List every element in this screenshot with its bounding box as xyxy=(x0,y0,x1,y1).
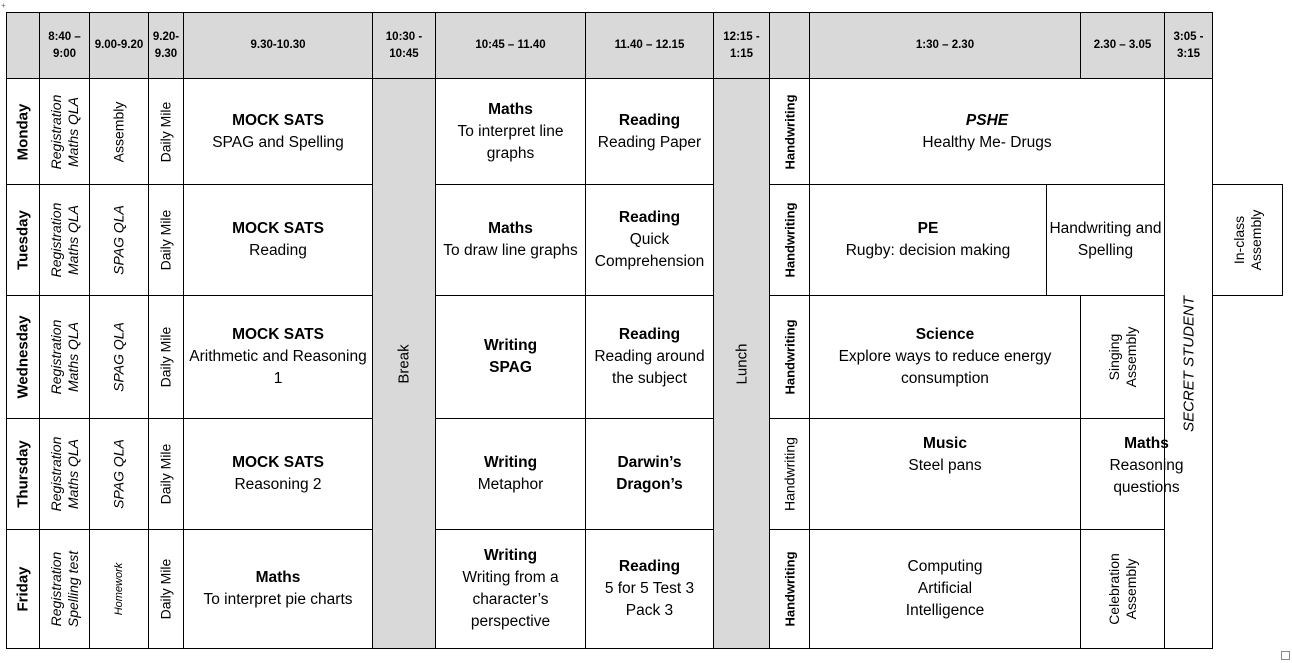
header-time: 9.00-9.20 xyxy=(90,13,149,79)
lesson-text: 5 for 5 Test 3 Pack 3 xyxy=(604,579,695,619)
registration-text: Registration xyxy=(47,436,64,512)
lesson-cell xyxy=(586,418,714,529)
end-of-day-cell xyxy=(1081,529,1165,648)
lesson-cell xyxy=(184,185,373,296)
day-label: Friday xyxy=(7,529,40,648)
lesson-title: Maths xyxy=(488,220,533,238)
day-row xyxy=(7,418,1283,529)
lesson-cell xyxy=(184,418,373,529)
end-of-day-text: Celebration xyxy=(1105,553,1122,625)
afternoon-lesson-cell xyxy=(810,79,1165,185)
day-label: Monday xyxy=(7,79,40,185)
end-of-day-subtext: Assembly xyxy=(1247,209,1264,271)
header-time: 9.20-9.30 xyxy=(149,13,184,79)
lesson-title: MOCK SATS xyxy=(232,111,324,129)
header-row xyxy=(7,13,1283,79)
lesson-title: Writing xyxy=(483,546,538,564)
lesson-text: Reading around the subject xyxy=(594,348,705,388)
lesson-title: MOCK SATS xyxy=(232,220,324,238)
daily-mile-cell: Daily Mile xyxy=(149,529,184,648)
lesson-title: PE xyxy=(917,220,939,238)
lesson-text: Reading xyxy=(249,242,307,260)
registration-subtext: Maths QLA xyxy=(64,205,81,276)
lesson-cell xyxy=(184,296,373,418)
handwriting-cell: Handwriting xyxy=(770,418,810,529)
lesson-cell xyxy=(436,418,586,529)
day-label: Wednesday xyxy=(7,296,40,418)
lesson-cell xyxy=(436,529,586,648)
lesson-text: SPAG xyxy=(489,359,532,377)
lesson-title: MOCK SATS xyxy=(232,326,324,344)
break-column xyxy=(373,79,436,649)
lesson-text: Computing Artificial Intelligence xyxy=(905,557,985,619)
lesson-text: To interpret pie charts xyxy=(203,590,353,608)
registration-subtext: Maths QLA xyxy=(64,322,81,393)
daily-mile-cell: Daily Mile xyxy=(149,418,184,529)
lesson-cell xyxy=(184,79,373,185)
lesson-text: SPAG and Spelling xyxy=(212,133,344,151)
lesson-cell xyxy=(436,79,586,185)
day-row xyxy=(7,296,1283,418)
registration-cell xyxy=(40,418,90,529)
lesson-text: Metaphor xyxy=(477,475,544,493)
lesson-text: Handwriting and Spelling xyxy=(1049,220,1162,260)
header-time: 1:30 – 2.30 xyxy=(810,13,1081,79)
end-of-day-subtext: Assembly xyxy=(1122,558,1139,620)
break-label: Break xyxy=(395,343,413,384)
lunch-column xyxy=(714,79,770,649)
registration-text: Registration xyxy=(47,551,64,627)
lesson-text: To draw line graphs xyxy=(443,242,578,260)
handwriting-cell: Handwriting xyxy=(770,296,810,418)
lesson-text: Arithmetic and Reasoning 1 xyxy=(189,348,367,388)
day-row xyxy=(7,529,1283,648)
header-time: 8:40 – 9:00 xyxy=(40,13,90,79)
registration-cell xyxy=(40,296,90,418)
header-time: 10:30 - 10:45 xyxy=(373,13,436,79)
header-time: 3:05 - 3:15 xyxy=(1165,13,1213,79)
lesson-title: PSHE xyxy=(965,111,1009,129)
header-corner xyxy=(7,13,40,79)
day-row xyxy=(7,185,1283,296)
lesson-title: Science xyxy=(915,326,975,344)
afternoon-lesson-cell xyxy=(810,418,1081,529)
early-session-cell: SPAG QLA xyxy=(90,418,149,529)
lesson-text: Explore ways to reduce energy consumption xyxy=(838,348,1052,388)
early-session-cell: SPAG QLA xyxy=(90,185,149,296)
lesson-text: Rugby: decision making xyxy=(845,242,1011,260)
lesson-title: Maths xyxy=(488,100,533,118)
secret-student-label: SECRET STUDENT xyxy=(1180,295,1197,432)
registration-subtext: Spelling test xyxy=(64,550,81,628)
lesson-cell xyxy=(184,529,373,648)
registration-text: Registration xyxy=(47,202,64,278)
afternoon-lesson-cell xyxy=(810,185,1047,296)
lesson-cell xyxy=(586,79,714,185)
lesson-title: Maths xyxy=(255,568,301,586)
table-move-handle-icon[interactable]: + xyxy=(1,1,6,10)
lesson-text: Writing from a character’s perspective xyxy=(462,568,559,630)
daily-mile-cell: Daily Mile xyxy=(149,79,184,185)
lesson-title: Darwin’s Dragon’s xyxy=(616,453,683,493)
header-time: 9.30-10.30 xyxy=(184,13,373,79)
afternoon-lesson-cell xyxy=(1047,185,1165,296)
handwriting-cell: Handwriting xyxy=(770,185,810,296)
day-row xyxy=(7,79,1283,185)
header-time: 12:15 - 1:15 xyxy=(714,13,770,79)
handwriting-cell: Handwriting xyxy=(770,529,810,648)
secret-student-column xyxy=(1165,79,1213,649)
lesson-text: Reading Paper xyxy=(597,133,702,151)
day-label: Tuesday xyxy=(7,185,40,296)
early-session-cell: Assembly xyxy=(90,79,149,185)
lesson-cell xyxy=(436,296,586,418)
lesson-cell xyxy=(586,185,714,296)
early-session-cell: Homework xyxy=(90,529,149,648)
header-time: 2.30 – 3.05 xyxy=(1081,13,1165,79)
lesson-text: Quick Comprehension xyxy=(594,231,705,271)
handwriting-cell: Handwriting xyxy=(770,79,810,185)
afternoon-lesson-cell xyxy=(810,529,1081,648)
lesson-title: Reading xyxy=(618,209,681,227)
end-of-day-cell xyxy=(1213,185,1283,296)
registration-text: Registration xyxy=(47,319,64,395)
lesson-title: Maths xyxy=(1124,434,1169,452)
lesson-title: Reading xyxy=(618,557,681,575)
end-of-day-cell xyxy=(1081,296,1165,418)
lunch-label: Lunch xyxy=(733,343,750,384)
header-time: 11.40 – 12.15 xyxy=(586,13,714,79)
header-handwriting-slot xyxy=(770,13,810,79)
lesson-title: Reading xyxy=(618,326,681,344)
header-time: 10:45 – 11.40 xyxy=(436,13,586,79)
daily-mile-cell: Daily Mile xyxy=(149,296,184,418)
lesson-title: MOCK SATS xyxy=(232,453,324,471)
registration-subtext: Maths QLA xyxy=(64,438,81,509)
table-resize-handle-icon[interactable] xyxy=(1281,651,1290,660)
daily-mile-cell: Daily Mile xyxy=(149,185,184,296)
end-of-day-text: Singing xyxy=(1105,333,1122,381)
end-of-day-text: In-class xyxy=(1230,216,1247,265)
timetable xyxy=(6,12,1283,649)
lesson-title: Music xyxy=(923,434,967,452)
afternoon-lesson-cell xyxy=(810,296,1081,418)
lesson-text: Reasoning 2 xyxy=(234,475,322,493)
registration-text: Registration xyxy=(47,94,64,170)
lesson-text: Steel pans xyxy=(908,456,982,474)
registration-cell xyxy=(40,529,90,648)
lesson-cell xyxy=(436,185,586,296)
lesson-title: Writing xyxy=(483,453,538,471)
early-session-cell: SPAG QLA xyxy=(90,296,149,418)
day-label: Thursday xyxy=(7,418,40,529)
lesson-text: Reasoning questions xyxy=(1109,456,1184,496)
registration-subtext: Maths QLA xyxy=(64,96,81,167)
registration-cell xyxy=(40,185,90,296)
lesson-title: Writing xyxy=(483,337,538,355)
lesson-text: To interpret line graphs xyxy=(457,122,564,162)
lesson-cell xyxy=(586,296,714,418)
lesson-cell xyxy=(586,529,714,648)
end-of-day-subtext: Assembly xyxy=(1122,326,1139,388)
lesson-text: Healthy Me- Drugs xyxy=(922,133,1052,151)
lesson-title: Reading xyxy=(618,111,681,129)
registration-cell xyxy=(40,79,90,185)
